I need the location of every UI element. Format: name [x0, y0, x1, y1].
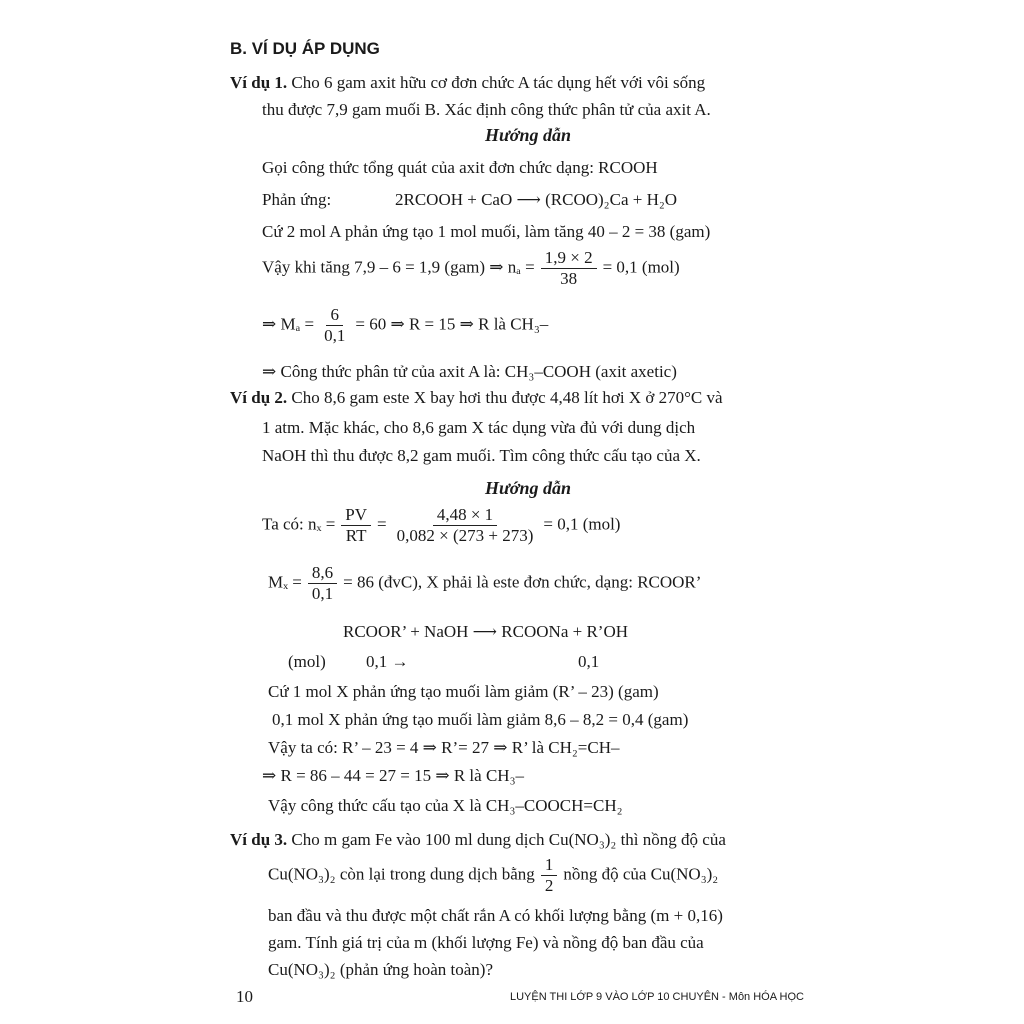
denominator: 38 — [560, 269, 578, 288]
example-3-line-2 — [268, 855, 718, 896]
example-3-line-4: gam. Tính giá trị của m (khối lượng Fe) và nồng độ ban đầu của — [268, 933, 704, 952]
text: = 86 (đvC), X phải là este đơn chức, dạng: RCOOR’ — [343, 572, 702, 592]
ex1-step-6: ⇒ Công thức phân tử của axit A là: CH₃–COOH (axit axetic) — [262, 362, 677, 381]
ex2-step-1 — [262, 505, 620, 546]
example-3-label: Ví dụ 3. — [230, 830, 288, 849]
guide-heading-1: Hướng dẫn — [485, 125, 571, 145]
fraction — [308, 563, 337, 604]
text: Mₓ = — [268, 572, 302, 592]
ex2-step-6: 0,1 mol X phản ứng tạo muối làm giảm 8,6 – 8,2 = 0,4 (gam) — [272, 710, 689, 729]
example-1-text: Cho 6 gam axit hữu cơ đơn chức A tác dụng hết với vôi sống — [287, 73, 706, 92]
example-2-line-2: 1 atm. Mặc khác, cho 8,6 gam X tác dụng vừa đủ với dung dịch — [262, 418, 696, 437]
text: = 0,1 (mol) — [543, 514, 621, 534]
text: Cu(NO₃)₂ còn lại trong dung dịch bằng — [268, 864, 535, 884]
example-2-line-3: NaOH thì thu được 8,2 gam muối. Tìm công thức cấu tạo của X. — [262, 446, 701, 465]
denominator: 0,1 — [311, 584, 334, 603]
numerator: PV — [341, 505, 371, 526]
text: = 60 ⇒ R = 15 ⇒ R là CH₃– — [355, 314, 549, 334]
example-2-text: Cho 8,6 gam este X bay hơi thu được 4,48 lít hơi X ở 270°C và — [287, 388, 723, 407]
ex1-step-1: Gọi công thức tổng quát của axit đơn chức dạng: RCOOH — [262, 158, 658, 177]
denominator: 2 — [544, 876, 554, 895]
ex2-mol-unit: (mol) — [288, 652, 326, 671]
fraction — [320, 305, 349, 346]
numerator: 8,6 — [308, 563, 337, 584]
text: ⇒ Mₐ = — [262, 314, 315, 334]
guide-heading-2: Hướng dẫn — [485, 478, 571, 498]
text: Ta có: nₓ = — [262, 514, 336, 534]
ex2-step-7: Vậy ta có: R’ – 23 = 4 ⇒ R’= 27 ⇒ R’ là CH₂=CH– — [268, 738, 620, 757]
fraction — [541, 248, 597, 289]
fraction — [541, 855, 558, 896]
numerator: 4,48 × 1 — [433, 505, 497, 526]
example-3-line-5: Cu(NO₃)₂ (phản ứng hoàn toàn)? — [268, 960, 494, 979]
fraction — [393, 505, 538, 546]
ex2-step-9: Vậy công thức cấu tạo của X là CH₃–COOCH=CH₂ — [268, 796, 623, 815]
ex1-step-3: Cứ 2 mol A phản ứng tạo 1 mol muối, làm tăng 40 – 2 = 38 (gam) — [262, 222, 711, 241]
example-1-line-2: thu được 7,9 gam muối B. Xác định công thức phân tử của axit A. — [262, 100, 711, 119]
ex2-step-2 — [268, 563, 701, 604]
example-3-text: Cho m gam Fe vào 100 ml dung dịch Cu(NO₃)₂ thì nồng độ của — [287, 830, 726, 849]
example-3-line-3: ban đầu và thu được một chất rắn A có khối lượng bằng (m + 0,16) — [268, 906, 723, 925]
ex1-reaction-equation: 2RCOOH + CaO ⟶ (RCOO)₂Ca + H₂O — [395, 190, 678, 209]
numerator: 1 — [541, 855, 558, 876]
text: = 0,1 (mol) — [602, 257, 680, 277]
example-1-line-1 — [230, 72, 705, 94]
section-heading: B. VÍ DỤ ÁP DỤNG — [230, 39, 380, 58]
page-number: 10 — [236, 987, 253, 1006]
denominator: RT — [345, 526, 367, 545]
numerator: 1,9 × 2 — [541, 248, 597, 269]
fraction — [341, 505, 371, 546]
example-1-label: Ví dụ 1. — [230, 73, 288, 92]
denominator: 0,082 × (273 + 273) — [396, 526, 534, 545]
book-title-footer: LUYỆN THI LỚP 9 VÀO LỚP 10 CHUYÊN - Môn HÓA HỌC — [510, 991, 804, 1003]
example-2-line-1 — [230, 387, 723, 409]
ex2-reaction-equation: RCOOR’ + NaOH ⟶ RCOONa + R’OH — [343, 622, 628, 641]
ex2-mol-a: 0,1 → — [366, 652, 409, 671]
ex2-mol-b: 0,1 — [578, 652, 600, 671]
ex2-step-8: ⇒ R = 86 – 44 = 27 = 15 ⇒ R là CH₃– — [262, 766, 524, 785]
text: = — [377, 514, 387, 534]
example-2-label: Ví dụ 2. — [230, 388, 288, 407]
ex2-step-5: Cứ 1 mol X phản ứng tạo muối làm giảm (R’ – 23) (gam) — [268, 682, 659, 701]
ex1-step-4 — [262, 248, 680, 289]
text: Vậy khi tăng 7,9 – 6 = 1,9 (gam) ⇒ nₐ = — [262, 257, 535, 277]
example-3-line-1 — [230, 829, 726, 851]
ex1-step-5 — [262, 305, 548, 346]
denominator: 0,1 — [324, 326, 346, 345]
ex1-step-2-label: Phản ứng: — [262, 190, 332, 209]
text: nồng độ của Cu(NO₃)₂ — [563, 864, 719, 884]
numerator: 6 — [326, 305, 343, 326]
